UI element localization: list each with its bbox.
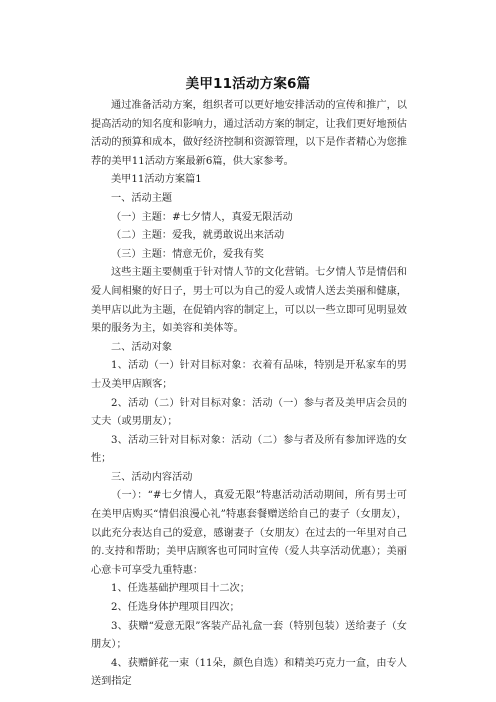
content-item: 4、获赠鲜花一束（11朵，颜色自选）和精美巧克力一盒，由专人送到指定 bbox=[91, 657, 407, 688]
content-description: （一）：“#七夕情人，真爱无限”特惠活动活动期间，所有男士可在美甲店购买“情侣浪漫心礼”特惠套餐赠送给自己的妻子（女朋友），以此充分表达自己的爱意，感谢妻子（女朋友）在过去的一年里对自己的.支持和帮助；美甲店顾客也可同时宣传（爱人共享活动优惠）；美丽心意卡可享受九重特惠： bbox=[91, 490, 407, 576]
target-item: 2、活动（二）针对目标对象：活动（一）参与者及美甲店会员的丈夫（或男朋友）； bbox=[91, 397, 407, 428]
theme-item: （三）主题：情意无价，爱我有奖 bbox=[111, 248, 264, 260]
document-title: 美甲11活动方案6篇 bbox=[185, 76, 311, 92]
heading-activity-theme: 一、活动主题 bbox=[111, 192, 173, 204]
theme-item: （二）主题：爱我，就勇敢说出来活动 bbox=[111, 230, 285, 242]
target-item: 1、活动（一）针对目标对象：衣着有品味，特别是开私家车的男士及美甲店顾客； bbox=[91, 360, 407, 390]
section-heading: 美甲11活动方案篇1 bbox=[111, 174, 202, 186]
target-item: 3、活动三针对目标对象：活动（二）参与者及所有参加评选的女性； bbox=[91, 434, 407, 465]
theme-item: （一）主题：#七夕情人，真爱无限活动 bbox=[111, 211, 293, 223]
content-item: 1、任选基础护理项目十二次； bbox=[111, 583, 250, 595]
content-item: 3、获赠“爱意无限”客装产品礼盒一套（特别包装）送给妻子（女朋友）； bbox=[91, 620, 407, 651]
heading-activity-content: 三、活动内容活动 bbox=[111, 471, 193, 483]
content-item: 2、任选身体护理项目四次； bbox=[111, 602, 240, 614]
heading-activity-target: 二、活动对象 bbox=[111, 341, 173, 353]
theme-description: 这些主题主要侧重于针对情人节的文化营销。七夕情人节是情侣和爱人间相聚的好日子，男士可以为自己的爱人或情人送去美丽和健康，美甲店以此为主题，在促销内容的制定上，可以以一些立即可见明显效果的服务为主，如美容和美体等。 bbox=[91, 267, 407, 335]
document-body bbox=[91, 97, 407, 692]
intro-paragraph: 通过准备活动方案，组织者可以更好地安排活动的宣传和推广，以提高活动的知名度和影响力，通过活动方案的制定，让我们更好地预估活动的预算和成本，做好经济控制和资源管理，以下是作者精心为您推荐的美甲11活动方案最新6篇，供大家参考。 bbox=[91, 100, 407, 167]
